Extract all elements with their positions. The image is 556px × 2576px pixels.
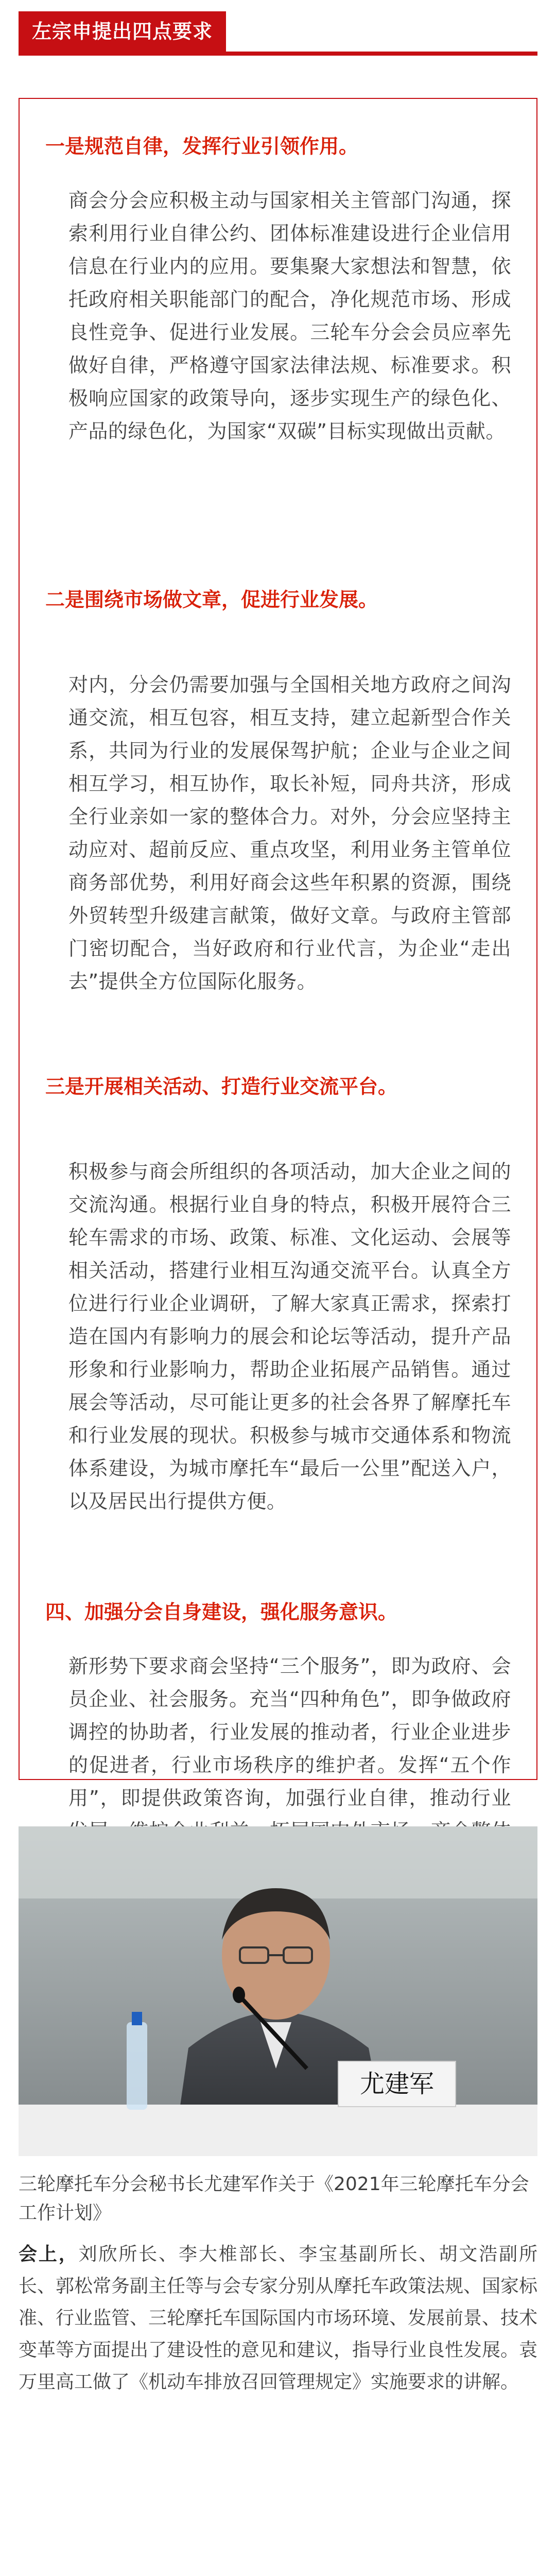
- requirement-heading-1: 一是规范自律，发挥行业引领作用。: [45, 135, 359, 158]
- requirements-box: [19, 98, 537, 1809]
- meeting-lead: 会上，: [19, 2244, 79, 2265]
- speaker-photo-caption: 三轮摩托车分会秘书长尤建军作关于《2021年三轮摩托车分会工作计划》: [19, 2174, 529, 2224]
- speaker-nameplate: [338, 2061, 456, 2107]
- section-tag: 左宗申提出四点要求: [19, 11, 226, 52]
- requirement-heading-2: 二是围绕市场做文章，促进行业发展。: [45, 588, 378, 611]
- meeting-paragraph: [19, 2239, 537, 2398]
- section-header: [19, 11, 537, 56]
- speaker-photo: [19, 1826, 537, 2156]
- requirement-paragraph-3: 积极参与商会所组织的各项活动，加大企业之间的交流沟通。根据行业自身的特点，积极开展符合三轮车需求的市场、政策、标准、文化运动、会展等相关活动，搭建行业相互沟通交流平台。认真全方位进行行业企业调研，了解大家真正需求，探索打造在国内有影响力的展会和论坛等活动，提升产品形象和行业影响力，帮助企业拓展产品销售。通过展会等活动，尽可能让更多的社会各界了解摩托车和行业发展的现状。积极参与城市交通体系和物流体系建设，为城市摩托车“最后一公里”配送入户，以及居民出行提供方便。: [68, 1160, 511, 1513]
- requirement-paragraph-4: 新形势下要求商会坚持“三个服务”，即为政府、会员企业、社会服务。充当“四种角色”，即争做政府调控的协助者，行业发展的推动者，行业企业进步的促进者，行业市场秩序的维护者。发挥“五个作用”，即提供政策咨询，加强行业自律，推动行业: [68, 1655, 511, 1809]
- requirement-heading-3: 三是开展相关活动、打造行业交流平台。: [45, 1075, 398, 1098]
- requirement-paragraph-2: 对内，分会仍需要加强与全国相关地方政府之间沟通交流，相互包容，相互支持，建立起新型合作关系，共同为行业的发展保驾护航；企业与企业之间相互学习，相互协作，取长补短，同舟共济，形成全行业亲如一家的整体合力。对外，分会应坚持主动应对、超前反应、重点攻坚，利用业务主管单位商务部优势，利用好商会这些年积累的资源，围绕外贸转型升级建言献策，做好文章。与政府主管部门密切配合，当好政府和行业代言，为企业“走出去”提供全方位国际化服务。: [68, 673, 511, 993]
- requirement-heading-4: 四、加强分会自身建设，强化服务意识。: [45, 1601, 398, 1623]
- requirement-paragraph-1: 商会分会应积极主动与国家相关主管部门沟通，探索利用行业自律公约、团体标准建设进行企业信用信息在行业内的应用。要集聚大家想法和智慧，依托政府相关职能部门的配合，净化规范市场、形成良性竞争、促进行业发展。三轮车分会会员应率先做好自律，严格遵守国家法律法规、标准要求。积极响应国家的政策导向，逐步实现生产的绿色化、产品的绿色化，为国家“双碳”目标实现做出贡献。: [68, 189, 511, 443]
- nameplate-text: 尤建军: [359, 2070, 434, 2098]
- speaker-photo-image: [19, 1826, 537, 2156]
- meeting-text: 刘欣所长、李大椎部长、李宝基副所长、胡文浩副所长、郭松常务副主任等与会专家分别从摩托车政策法规、国家标准、行业监管、三轮摩托车国际国内市场环境、发展前景、技术变革等方面提出了建设性的意见和建议，指导行业良性发展。袁万里高工做了《机动车排放召回管理规定》实施要求的讲解。: [19, 2244, 538, 2393]
